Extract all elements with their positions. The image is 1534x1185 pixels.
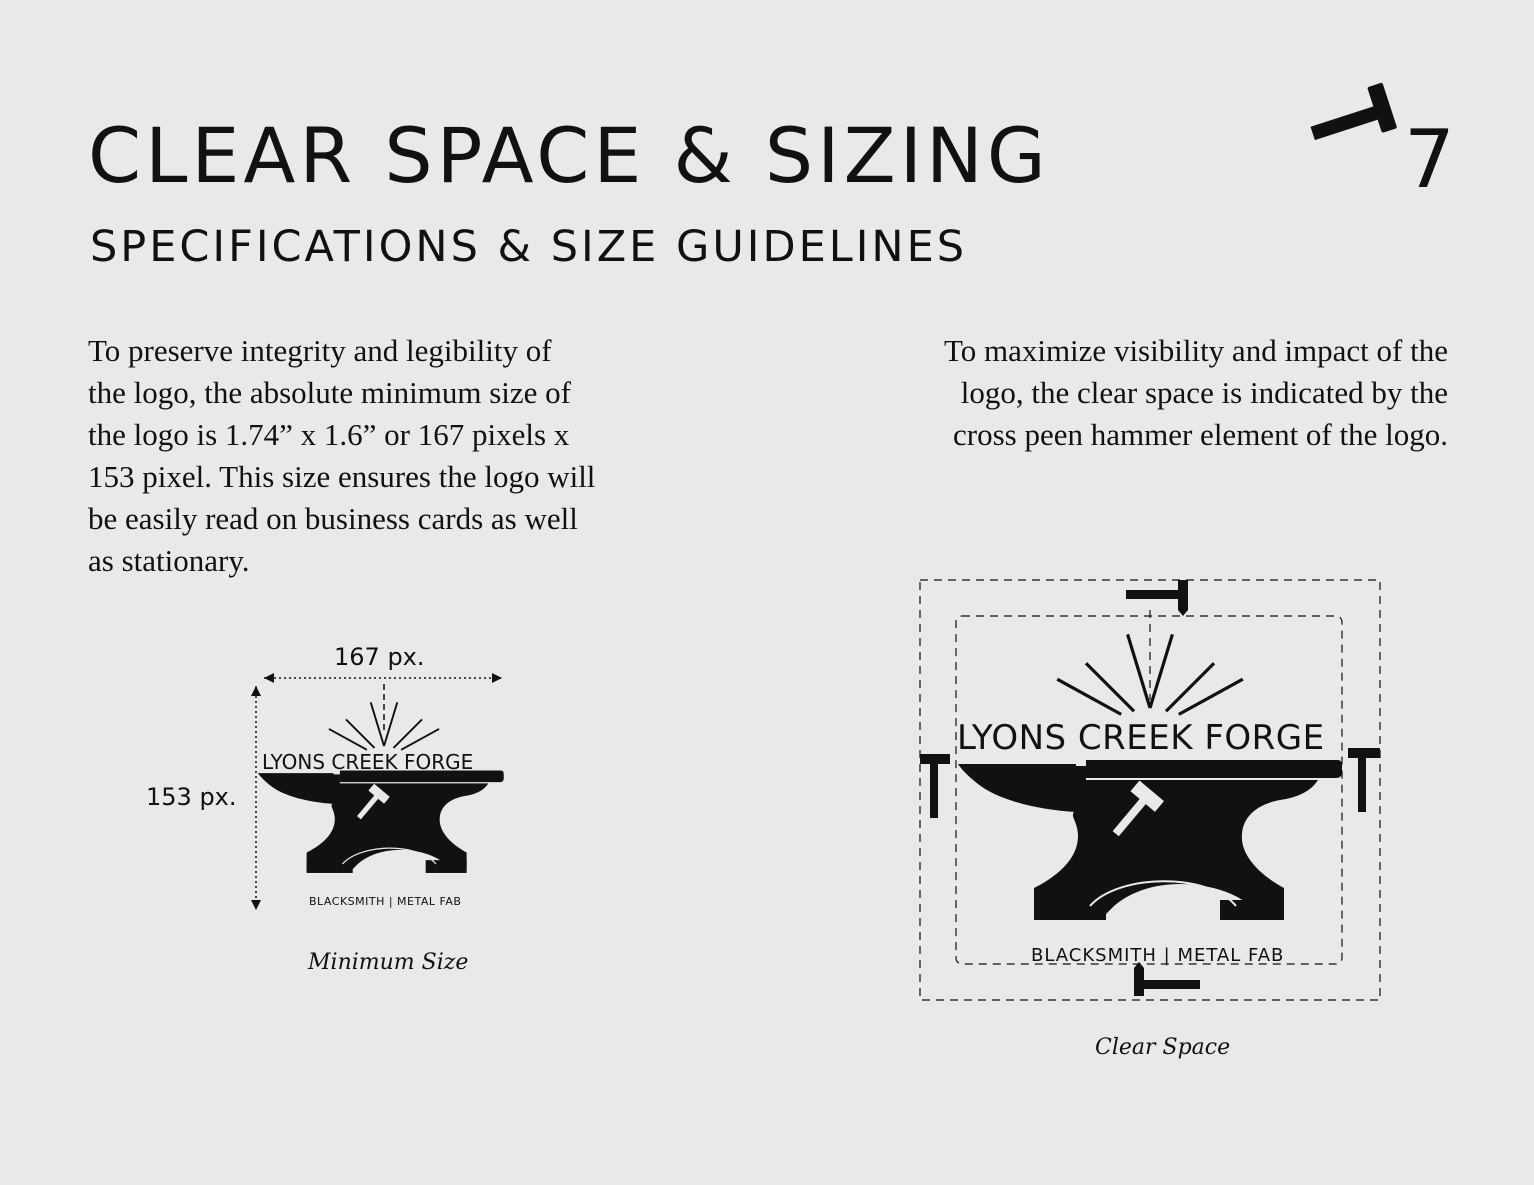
hammer-marker-bottom [1134, 962, 1200, 996]
paragraph-line: To maximize visibility and impact of the [943, 333, 1448, 368]
clear-space-paragraph [860, 330, 1448, 456]
page-subtitle: SPECIFICATIONS & SIZE GUIDELINES [90, 222, 968, 272]
hammer-icon [1300, 70, 1410, 140]
page-title: CLEAR SPACE & SIZING [88, 111, 1050, 200]
paragraph-line: To preserve integrity and legibility of [88, 333, 552, 368]
minimum-logo-tagline: BLACKSMITH | METAL FAB [309, 895, 462, 908]
paragraph-line: the logo is 1.74” x 1.6” or 167 pixels x [88, 417, 570, 452]
minimum-size-caption: Minimum Size [308, 950, 469, 975]
height-dimension-label: 153 px. [146, 783, 237, 811]
hammer-marker-right [1348, 748, 1380, 812]
paragraph-line: logo, the clear space is indicated by the [960, 375, 1448, 410]
page-number: 7 [1404, 113, 1455, 206]
paragraph-line: be easily read on business cards as well [88, 501, 578, 536]
minimum-logo-name: LYONS CREEK FORGE [262, 750, 474, 774]
width-dimension-label: 167 px. [334, 643, 425, 671]
minimum-size-diagram [240, 670, 520, 920]
minimum-logo-established: est. 2020 [363, 864, 417, 885]
clear-space-logo-name: LYONS CREEK FORGE [957, 718, 1325, 758]
clear-space-logo-established: est. 2020 [1118, 897, 1206, 930]
hammer-marker-left [920, 754, 950, 818]
paragraph-line: the logo, the absolute minimum size of [88, 375, 571, 410]
clear-space-caption: Clear Space [1095, 1035, 1231, 1060]
paragraph-line: cross peen hammer element of the logo. [953, 417, 1448, 452]
hammer-marker-top [1126, 580, 1188, 616]
minimum-size-paragraph [88, 330, 595, 582]
paragraph-line: 153 pixel. This size ensures the logo will [88, 459, 596, 494]
clear-space-logo-tagline: BLACKSMITH | METAL FAB [1031, 945, 1285, 966]
paragraph-line: as stationary. [88, 543, 250, 578]
